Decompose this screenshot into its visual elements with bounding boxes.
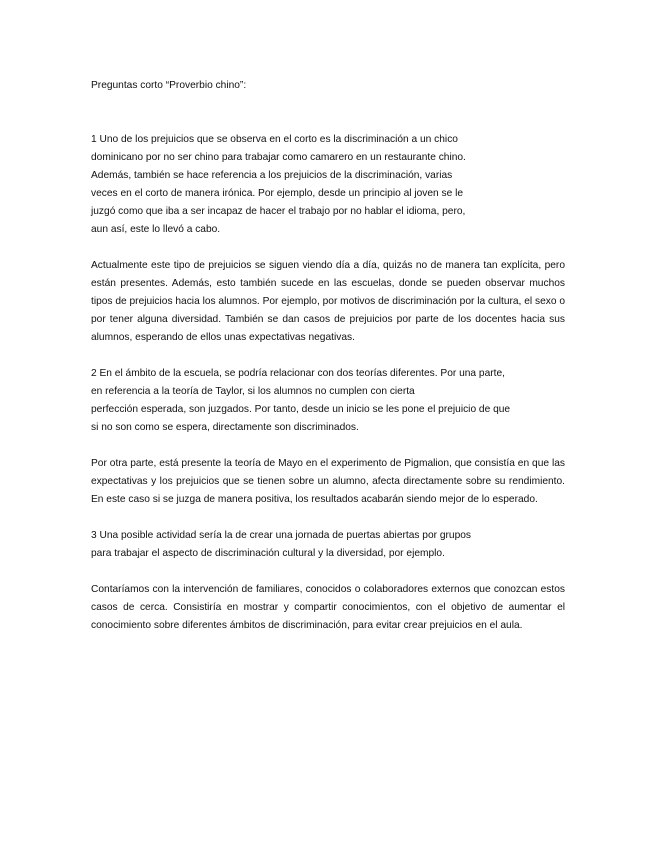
paragraph-3-line: en referencia a la teoría de Taylor, si los alumnos no cumplen con cierta [91,386,415,397]
paragraph-2: Actualmente este tipo de prejuicios se siguen viendo día a día, quizás no de manera tan explícita, pero están presentes. Además, esto también sucede en las escuelas, donde se pueden observar muchos tipos de prejuicios hacia los alumnos. Por ejemplo, por motivos de discriminación por la cultura, el sexo o por tener alguna diversidad. También se dan casos de prejuicios por parte de los docentes hacia sus alumnos, esperando de ellos unas expectativas negativas. [91,260,565,343]
paragraph-4: Por otra parte, está presente la teoría de Mayo en el experimento de Pigmalion, que consistía en que las expectativas y los prejuicios que se tienen sobre un alumno, afecta directamente sobre su rendimiento. En este caso si se juzga de manera positiva, los resultados acabarán siendo mejor de lo esperado. [91,458,565,505]
paragraph-5-line: para trabajar el aspecto de discriminación cultural y la diversidad, por ejemplo. [91,548,445,559]
paragraph-1 [91,131,565,239]
document-body [91,77,565,653]
paragraph-6: Contaríamos con la intervención de familiares, conocidos o colaboradores externos que conozcan estos casos de cerca. Consistiría en mostrar y compartir conocimientos, con el objetivo de aumentar el conocimiento sobre diferentes ámbitos de discriminación, para evitar crear prejuicios en el aula. [91,584,565,631]
paragraph-5-line: 3 Una posible actividad sería la de crear una jornada de puertas abiertas por grupos [91,530,472,541]
paragraph-3-line: perfección esperada, son juzgados. Por tanto, desde un inicio se les pone el prejuicio de que [91,404,511,415]
paragraph-3 [91,365,565,437]
paragraph-1-line: 1 Uno de los prejuicios que se observa en el corto es la discriminación a un chico [91,134,458,145]
paragraph-1-line: Además, también se hace referencia a los prejuicios de la discriminación, varias [91,170,453,181]
paragraph-1-line: veces en el corto de manera irónica. Por ejemplo, desde un principio al joven se le [91,188,464,199]
document-title: Preguntas corto “Proverbio chino”: [91,80,247,91]
paragraph-5 [91,527,565,563]
paragraph-1-line: juzgó como que iba a ser incapaz de hacer el trabajo por no hablar el idioma, pero, [91,206,466,217]
paragraph-3-line: 2 En el ámbito de la escuela, se podría relacionar con dos teorías diferentes. Por una parte, [91,368,505,379]
paragraph-3-line: si no son como se espera, directamente son discriminados. [91,422,359,433]
paragraph-1-line: dominicano por no ser chino para trabajar como camarero en un restaurante chino. [91,152,466,163]
paragraph-1-line: aun así, este lo llevó a cabo. [91,224,221,235]
